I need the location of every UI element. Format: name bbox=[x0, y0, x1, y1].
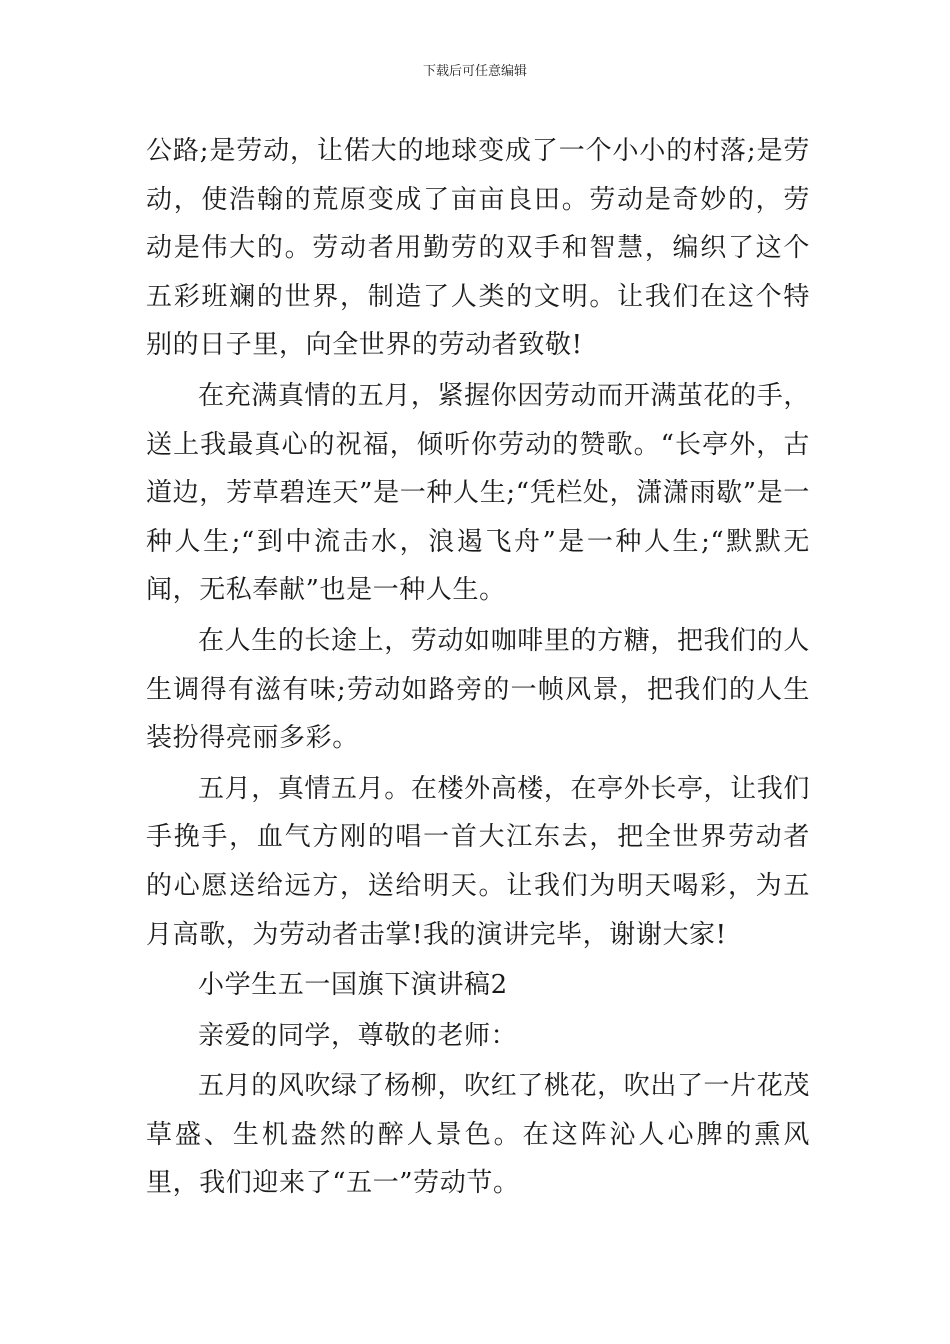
salutation: 亲爱的同学，尊敬的老师： bbox=[198, 1020, 518, 1051]
paragraph-4: 五月，真情五月。在楼外高楼，在亭外长亭，让我们手挽手，血气方刚的唱一首大江东去，把全世界劳动者的心愿送给远方，送给明天。让我们为明天喝彩，为五月高歌，为劳动者击掌!我的演讲完毕，谢谢大家! bbox=[146, 773, 810, 950]
paragraph-1: 公路;是劳动，让偌大的地球变成了一个小小的村落;是劳动，使浩翰的荒原变成了亩亩良田。劳动是奇妙的，劳动是伟大的。劳动者用勤劳的双手和智慧，编织了这个五彩班斓的世界，制造了人类的文明。让我们在这个特别的日子里，向全世界的劳动者致敬! bbox=[146, 136, 810, 361]
section-title: 小学生五一国旗下演讲稿2 bbox=[198, 970, 508, 1001]
document-body bbox=[146, 127, 810, 1210]
page-header-note: 下载后可任意编辑 bbox=[422, 64, 527, 79]
paragraph-2: 在充满真情的五月，紧握你因劳动而开满茧花的手，送上我最真心的祝福，倾听你劳动的赞歌。“长亭外，古道边，芳草碧连天”是一种人生;“凭栏处，潇潇雨歇”是一种人生;“到中流击水，浪遏飞舟”是一种人生;“默默无闻，无私奉献”也是一种人生。 bbox=[146, 380, 810, 606]
paragraph-3: 在人生的长途上，劳动如咖啡里的方糖，把我们的人生调得有滋有味;劳动如路旁的一帧风景，把我们的人生装扮得亮丽多彩。 bbox=[146, 625, 810, 754]
paragraph-5: 五月的风吹绿了杨柳，吹红了桃花，吹出了一片花茂草盛、生机盎然的醉人景色。在这阵沁人心脾的熏风里，我们迎来了“五一”劳动节。 bbox=[146, 1071, 810, 1199]
